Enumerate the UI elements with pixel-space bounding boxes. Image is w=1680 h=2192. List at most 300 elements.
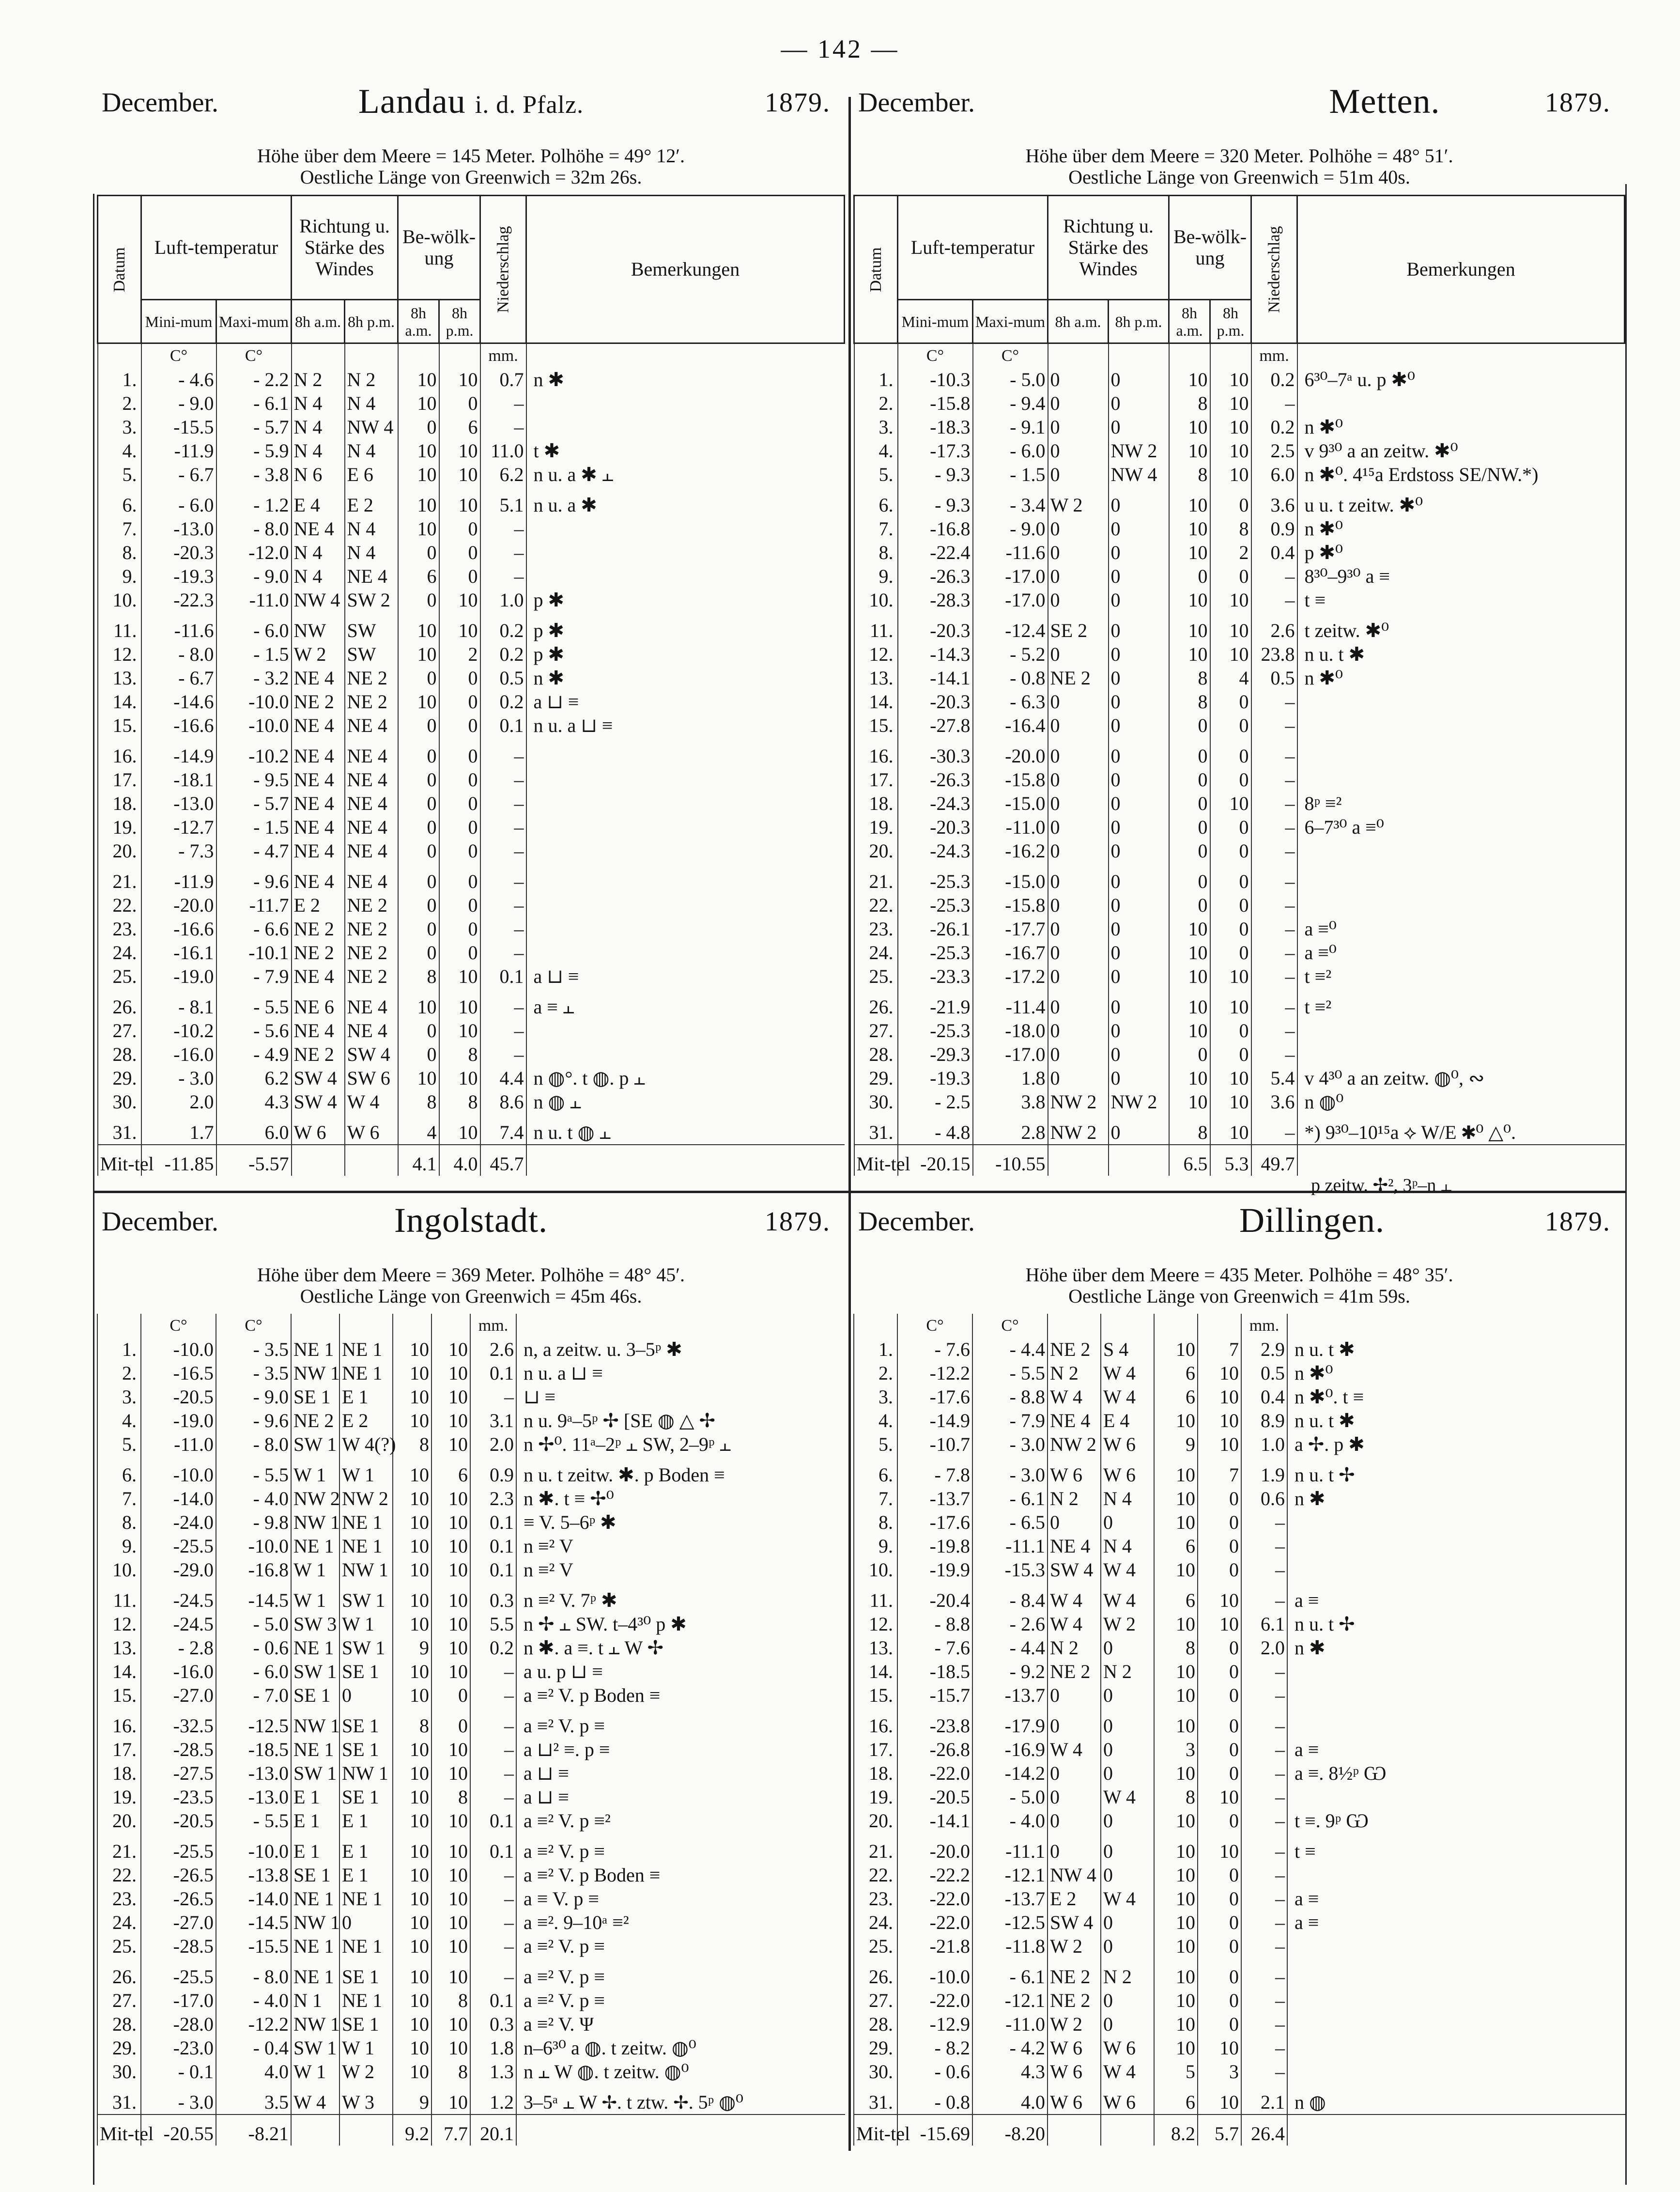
- min-temp-cell: -25.3: [898, 941, 973, 964]
- table-row: [97, 1887, 845, 1911]
- min-temp-cell: -25.5: [141, 1534, 216, 1558]
- wind-8pm-cell: 0: [1109, 1042, 1169, 1066]
- wind-8pm-cell: 0: [1109, 792, 1169, 815]
- wind-8am-cell: W 6: [1048, 2036, 1101, 2060]
- cloud-8pm-cell: 0: [1210, 893, 1251, 917]
- min-temp-cell: -13.7: [897, 1487, 972, 1510]
- wind-8am-cell: W 4: [1048, 1385, 1101, 1409]
- cloud-8pm-cell: 10: [1198, 1833, 1241, 1863]
- precipitation-cell: –: [1251, 839, 1297, 863]
- cloud-8pm-cell: 0: [439, 666, 480, 690]
- min-temp-cell: -17.6: [897, 1510, 972, 1534]
- wind-8am-cell: W 4: [291, 2083, 339, 2114]
- max-temp-cell: - 3.2: [216, 666, 292, 690]
- remarks-cell: n u. t ✱: [1287, 1409, 1625, 1432]
- wind-8pm-cell: NE 2: [345, 941, 398, 964]
- day-cell: 6.: [97, 1456, 141, 1487]
- precipitation-cell: 0.1: [470, 1558, 516, 1582]
- day-cell: 13.: [97, 1636, 141, 1660]
- precipitation-cell: 8.6: [480, 1090, 526, 1114]
- table-row: [98, 988, 845, 1019]
- cloud-8pm-cell: 10: [1210, 368, 1251, 391]
- cloud-8pm-cell: 10: [439, 612, 480, 642]
- precipitation-cell: –: [480, 541, 526, 564]
- table-row: [854, 2036, 1625, 2060]
- remarks-cell: [1287, 2036, 1625, 2060]
- cloud-8am-cell: 10: [393, 1612, 432, 1636]
- cloud-8pm-cell: 10: [432, 2083, 470, 2114]
- cloud-8pm-cell: 0: [439, 737, 480, 768]
- table-row: [854, 1582, 1625, 1612]
- min-temp-cell: -10.7: [897, 1432, 972, 1456]
- remarks-cell: ≡ V. 5–6ᵖ ✱: [516, 1510, 845, 1534]
- table-row: [854, 1019, 1625, 1042]
- unit-label: mm.: [470, 1314, 516, 1337]
- unit-spacer: [1287, 1314, 1625, 1337]
- table-row: [97, 1510, 845, 1534]
- unit-spacer: [854, 343, 898, 368]
- max-temp-cell: -10.0: [216, 1833, 291, 1863]
- mean-precipitation-cell: 45.7: [480, 1145, 526, 1176]
- day-cell: 29.: [98, 1066, 141, 1090]
- wind-8pm-cell: NE 4: [345, 564, 398, 588]
- wind-8pm-cell: 0: [1101, 1809, 1154, 1833]
- min-temp-cell: -13.0: [141, 792, 216, 815]
- wind-8am-cell: W 2: [292, 642, 345, 666]
- min-temp-cell: -25.5: [141, 1958, 216, 1989]
- remarks-cell: a ⊔ ≡: [516, 1761, 845, 1785]
- observation-table: [97, 1314, 845, 2145]
- wind-8pm-cell: 0: [1109, 988, 1169, 1019]
- cloud-8am-cell: 10: [393, 1958, 432, 1989]
- min-temp-cell: -20.5: [897, 1785, 972, 1809]
- cloud-8pm-cell: 10: [432, 1361, 470, 1385]
- cloud-8pm-cell: 0: [1198, 1707, 1241, 1738]
- remarks-cell: n ≡² V. 7ᵖ ✱: [516, 1582, 845, 1612]
- cloud-8am-cell: 0: [1169, 863, 1210, 893]
- table-row: [98, 917, 845, 941]
- remarks-cell: [526, 941, 845, 964]
- remarks-cell: n ✱. a ≡. t ⫠ W ✢: [516, 1636, 845, 1660]
- remarks-cell: p ✱⁰: [1297, 541, 1625, 564]
- table-row: [98, 1090, 845, 1114]
- min-temp-cell: -26.1: [898, 917, 973, 941]
- cloud-8pm-cell: 10: [432, 1487, 470, 1510]
- wind-8pm-cell: 0: [1101, 1989, 1154, 2012]
- cloud-8am-cell: 0: [398, 839, 439, 863]
- table-row: [97, 1809, 845, 1833]
- header-wind-8pm: 8h p.m.: [345, 300, 398, 343]
- cloud-8pm-cell: 10: [432, 1337, 470, 1361]
- wind-8pm-cell: N 4: [1101, 1487, 1154, 1510]
- cloud-8am-cell: 10: [393, 1337, 432, 1361]
- wind-8pm-cell: W 2: [339, 2060, 393, 2083]
- cloud-8am-cell: 0: [398, 714, 439, 737]
- footnote-continuation: p zeitw. ✢², 3ᵖ–n ⫠: [1311, 1175, 1452, 1196]
- cloud-8am-cell: 6: [1154, 1582, 1198, 1612]
- cloud-8am-cell: 10: [1169, 612, 1210, 642]
- wind-8pm-cell: 0: [339, 1911, 393, 1934]
- wind-8am-cell: NE 2: [292, 917, 345, 941]
- wind-8pm-cell: 0: [1109, 517, 1169, 541]
- day-cell: 8.: [98, 541, 141, 564]
- min-temp-cell: -11.9: [141, 439, 216, 463]
- wind-8pm-cell: NW 1: [339, 1558, 393, 1582]
- cloud-8am-cell: 10: [1154, 1337, 1198, 1361]
- wind-8am-cell: N 2: [1048, 1636, 1101, 1660]
- remarks-cell: [1287, 1510, 1625, 1534]
- remarks-cell: [1287, 1707, 1625, 1738]
- cloud-8pm-cell: 0: [439, 917, 480, 941]
- wind-8am-cell: NW 2: [1048, 1090, 1109, 1114]
- wind-8pm-cell: W 6: [1101, 2083, 1154, 2114]
- cloud-8am-cell: 10: [398, 391, 439, 415]
- wind-8pm-cell: NE 1: [339, 1510, 393, 1534]
- remarks-cell: ⊔ ≡: [516, 1385, 845, 1409]
- table-row: [854, 1409, 1625, 1432]
- station-name: Metten.: [1329, 82, 1440, 121]
- table-row: [97, 1487, 845, 1510]
- max-temp-cell: - 6.1: [972, 1958, 1048, 1989]
- cloud-8pm-cell: 0: [432, 1707, 470, 1738]
- wind-8am-cell: NE 4: [292, 714, 345, 737]
- wind-8pm-cell: E 1: [339, 1863, 393, 1887]
- day-cell: 29.: [854, 1066, 898, 1090]
- wind-8am-cell: NE 1: [291, 1534, 339, 1558]
- cloud-8pm-cell: 0: [439, 839, 480, 863]
- wind-8pm-cell: E 1: [339, 1833, 393, 1863]
- remarks-cell: [526, 541, 845, 564]
- cloud-8am-cell: 10: [393, 1456, 432, 1487]
- station-year: 1879.: [765, 1207, 831, 1237]
- remarks-cell: [526, 792, 845, 815]
- max-temp-cell: -13.7: [972, 1683, 1048, 1707]
- cloud-8am-cell: 10: [393, 1558, 432, 1582]
- cloud-8pm-cell: 8: [432, 2060, 470, 2083]
- mean-row: [854, 1145, 1625, 1176]
- remarks-cell: n u. t ✱: [1297, 642, 1625, 666]
- cloud-8am-cell: 10: [393, 1660, 432, 1683]
- day-cell: 25.: [854, 964, 898, 988]
- cloud-8pm-cell: 10: [439, 588, 480, 612]
- day-cell: 28.: [854, 1042, 898, 1066]
- cloud-8pm-cell: 10: [1210, 642, 1251, 666]
- remarks-cell: n ◍°. t ◍. p ⫠: [526, 1066, 845, 1090]
- wind-8pm-cell: 0: [1109, 690, 1169, 714]
- cloud-8pm-cell: 0: [439, 690, 480, 714]
- precipitation-cell: –: [1251, 588, 1297, 612]
- remarks-cell: [526, 863, 845, 893]
- cloud-8pm-cell: 10: [432, 1863, 470, 1887]
- min-temp-cell: -22.4: [898, 541, 973, 564]
- unit-spacer: [1101, 1314, 1154, 1337]
- min-temp-cell: - 2.8: [141, 1636, 216, 1660]
- min-temp-cell: -21.8: [897, 1934, 972, 1958]
- day-cell: 31.: [98, 1114, 141, 1145]
- cloud-8pm-cell: 10: [1198, 1409, 1241, 1432]
- cloud-8pm-cell: 10: [1198, 2036, 1241, 2060]
- cloud-8am-cell: 8: [393, 1432, 432, 1456]
- table-row: [854, 1707, 1625, 1738]
- remarks-cell: n ✱⁰: [1297, 517, 1625, 541]
- max-temp-cell: - 6.6: [216, 917, 292, 941]
- precipitation-cell: 1.2: [470, 2083, 516, 2114]
- wind-8pm-cell: W 1: [339, 2036, 393, 2060]
- cloud-8am-cell: 10: [393, 2060, 432, 2083]
- unit-spacer: [398, 343, 439, 368]
- wind-8am-cell: NW 1: [291, 1707, 339, 1738]
- cloud-8am-cell: 10: [1154, 1660, 1198, 1683]
- mean-spacer: [339, 2114, 393, 2145]
- cloud-8pm-cell: 0: [432, 1683, 470, 1707]
- day-cell: 28.: [854, 2012, 897, 2036]
- min-temp-cell: -28.3: [898, 588, 973, 612]
- day-cell: 12.: [854, 1612, 897, 1636]
- max-temp-cell: - 5.5: [216, 1456, 291, 1487]
- cloud-8am-cell: 10: [393, 1534, 432, 1558]
- day-cell: 19.: [854, 1785, 897, 1809]
- cloud-8am-cell: 10: [1154, 1958, 1198, 1989]
- table-row: [97, 1863, 845, 1887]
- precipitation-cell: 0.5: [480, 666, 526, 690]
- wind-8am-cell: W 1: [291, 1558, 339, 1582]
- precipitation-cell: –: [1241, 1582, 1287, 1612]
- min-temp-cell: - 4.8: [898, 1114, 973, 1145]
- max-temp-cell: - 1.5: [216, 642, 292, 666]
- wind-8am-cell: 0: [1048, 391, 1109, 415]
- precipitation-cell: –: [1241, 1558, 1287, 1582]
- wind-8am-cell: NE 4: [292, 1019, 345, 1042]
- max-temp-cell: - 6.0: [216, 1660, 291, 1683]
- mean-row: [98, 1145, 845, 1176]
- max-temp-cell: - 8.0: [216, 1958, 291, 1989]
- cloud-8pm-cell: 0: [1198, 1989, 1241, 2012]
- wind-8pm-cell: 0: [1101, 2012, 1154, 2036]
- precipitation-cell: –: [1251, 1042, 1297, 1066]
- table-row: [97, 1911, 845, 1934]
- day-cell: 1.: [854, 1337, 897, 1361]
- table-row: [854, 1487, 1625, 1510]
- min-temp-cell: -25.3: [898, 893, 973, 917]
- max-temp-cell: -15.0: [973, 792, 1048, 815]
- max-temp-cell: -10.0: [216, 1534, 291, 1558]
- max-temp-cell: - 5.7: [216, 415, 292, 439]
- cloud-8pm-cell: 0: [1210, 863, 1251, 893]
- table-row: [97, 2012, 845, 2036]
- table-row: [854, 737, 1625, 768]
- precipitation-cell: –: [470, 1707, 516, 1738]
- cloud-8pm-cell: 4: [1210, 666, 1251, 690]
- mean-spacer: [1048, 1145, 1109, 1176]
- table-row: [854, 642, 1625, 666]
- table-row: [98, 541, 845, 564]
- cloud-8pm-cell: 0: [1198, 1809, 1241, 1833]
- cloud-8am-cell: 0: [398, 815, 439, 839]
- max-temp-cell: - 7.9: [972, 1409, 1048, 1432]
- day-cell: 23.: [854, 1887, 897, 1911]
- remarks-cell: [1297, 714, 1625, 737]
- mean-precipitation-cell: 49.7: [1251, 1145, 1297, 1176]
- cloud-8am-cell: 10: [1169, 517, 1210, 541]
- cloud-8am-cell: 0: [1169, 714, 1210, 737]
- max-temp-cell: - 9.4: [973, 391, 1048, 415]
- precipitation-cell: 0.1: [480, 964, 526, 988]
- wind-8pm-cell: 0: [1109, 714, 1169, 737]
- table-row: [854, 1660, 1625, 1683]
- station-longitude-line: Oestliche Länge von Greenwich = 32m 26s.: [300, 166, 642, 188]
- max-temp-cell: - 9.6: [216, 863, 292, 893]
- table-row: [854, 391, 1625, 415]
- table-row: [98, 666, 845, 690]
- mean-max-cell: -8.20: [972, 2114, 1048, 2145]
- precipitation-cell: –: [1251, 917, 1297, 941]
- precipitation-cell: –: [1251, 564, 1297, 588]
- cloud-8am-cell: 0: [1169, 737, 1210, 768]
- max-temp-cell: -11.0: [972, 2012, 1048, 2036]
- remarks-cell: p ✱: [526, 588, 845, 612]
- precipitation-cell: –: [1241, 1785, 1287, 1809]
- day-cell: 12.: [854, 642, 898, 666]
- cloud-8pm-cell: 0: [1198, 1510, 1241, 1534]
- cloud-8am-cell: 10: [393, 2036, 432, 2060]
- table-row: [97, 2083, 845, 2114]
- cloud-8pm-cell: 0: [1210, 917, 1251, 941]
- precipitation-cell: 0.4: [1241, 1385, 1287, 1409]
- min-temp-cell: - 0.6: [897, 2060, 972, 2083]
- precipitation-cell: –: [1241, 1958, 1287, 1989]
- max-temp-cell: - 4.9: [216, 1042, 292, 1066]
- wind-8am-cell: NE 2: [292, 1042, 345, 1066]
- cloud-8am-cell: 10: [398, 1066, 439, 1090]
- wind-8am-cell: NE 4: [292, 863, 345, 893]
- wind-8pm-cell: W 1: [339, 1612, 393, 1636]
- wind-8am-cell: NE 4: [1048, 1409, 1101, 1432]
- day-cell: 15.: [98, 714, 141, 737]
- cloud-8am-cell: 10: [1154, 1487, 1198, 1510]
- cloud-8pm-cell: 10: [1198, 1612, 1241, 1636]
- cloud-8pm-cell: 0: [439, 893, 480, 917]
- precipitation-cell: 2.3: [470, 1487, 516, 1510]
- max-temp-cell: -14.0: [216, 1887, 291, 1911]
- precipitation-cell: –: [1251, 988, 1297, 1019]
- station-year: 1879.: [765, 88, 831, 118]
- min-temp-cell: -11.6: [141, 612, 216, 642]
- precipitation-cell: –: [1241, 1809, 1287, 1833]
- remarks-cell: a ≡² V. Ψ: [516, 2012, 845, 2036]
- min-temp-cell: -26.3: [898, 768, 973, 792]
- day-cell: 18.: [98, 792, 141, 815]
- wind-8pm-cell: 0: [1109, 768, 1169, 792]
- cloud-8am-cell: 10: [393, 1809, 432, 1833]
- wind-8am-cell: N 4: [292, 415, 345, 439]
- wind-8pm-cell: SW 4: [345, 1042, 398, 1066]
- wind-8am-cell: 0: [1048, 690, 1109, 714]
- cloud-8am-cell: 10: [398, 612, 439, 642]
- precipitation-cell: –: [480, 415, 526, 439]
- wind-8am-cell: W 6: [292, 1114, 345, 1145]
- wind-8pm-cell: 0: [1101, 1911, 1154, 1934]
- table-row: [854, 1809, 1625, 1833]
- wind-8am-cell: NE 2: [1048, 666, 1109, 690]
- max-temp-cell: -11.6: [973, 541, 1048, 564]
- wind-8pm-cell: 0: [1109, 541, 1169, 564]
- wind-8am-cell: 0: [1048, 893, 1109, 917]
- remarks-cell: [1287, 1989, 1625, 2012]
- remarks-cell: [1297, 768, 1625, 792]
- cloud-8am-cell: 10: [1169, 368, 1210, 391]
- remarks-cell: n ✱: [526, 368, 845, 391]
- cloud-8am-cell: 8: [1169, 463, 1210, 486]
- wind-8pm-cell: 0: [1109, 737, 1169, 768]
- station-altitude-line: Höhe über dem Meere = 145 Meter. Polhöhe = 49° 12′.: [257, 145, 685, 167]
- precipitation-cell: 0.2: [1251, 415, 1297, 439]
- cloud-8pm-cell: 10: [432, 1660, 470, 1683]
- max-temp-cell: - 1.5: [973, 463, 1048, 486]
- precipitation-cell: –: [1251, 737, 1297, 768]
- max-temp-cell: - 1.5: [216, 815, 292, 839]
- cloud-8pm-cell: 6: [432, 1456, 470, 1487]
- day-cell: 29.: [97, 2036, 141, 2060]
- precipitation-cell: –: [480, 768, 526, 792]
- min-temp-cell: -32.5: [141, 1707, 216, 1738]
- remarks-cell: n ✱: [1287, 1487, 1625, 1510]
- cloud-8pm-cell: 10: [432, 1934, 470, 1958]
- min-temp-cell: - 0.8: [897, 2083, 972, 2114]
- wind-8am-cell: NE 2: [292, 941, 345, 964]
- max-temp-cell: -16.7: [973, 941, 1048, 964]
- max-temp-cell: - 9.8: [216, 1510, 291, 1534]
- wind-8am-cell: NE 1: [291, 1958, 339, 1989]
- wind-8am-cell: 0: [1048, 1809, 1101, 1833]
- cloud-8pm-cell: 10: [1210, 588, 1251, 612]
- mean-spacer: [516, 2114, 845, 2145]
- unit-spacer: [291, 1314, 339, 1337]
- min-temp-cell: -21.9: [898, 988, 973, 1019]
- max-temp-cell: - 0.4: [216, 2036, 291, 2060]
- cloud-8am-cell: 10: [398, 517, 439, 541]
- cloud-8am-cell: 10: [1169, 988, 1210, 1019]
- max-temp-cell: - 5.0: [972, 1785, 1048, 1809]
- table-row: [854, 792, 1625, 815]
- cloud-8pm-cell: 0: [1210, 839, 1251, 863]
- day-cell: 11.: [97, 1582, 141, 1612]
- table-row: [98, 815, 845, 839]
- cloud-8am-cell: 10: [1154, 1456, 1198, 1487]
- wind-8am-cell: W 4: [1048, 1582, 1101, 1612]
- min-temp-cell: -19.0: [141, 1409, 216, 1432]
- max-temp-cell: - 4.7: [216, 839, 292, 863]
- cloud-8pm-cell: 10: [1210, 964, 1251, 988]
- table-row: [854, 1510, 1625, 1534]
- day-cell: 17.: [98, 768, 141, 792]
- day-cell: 14.: [97, 1660, 141, 1683]
- header-precipitation: Niederschlag: [1251, 196, 1297, 343]
- precipitation-cell: –: [480, 917, 526, 941]
- wind-8pm-cell: NE 1: [339, 1361, 393, 1385]
- day-cell: 2.: [854, 391, 898, 415]
- min-temp-cell: -30.3: [898, 737, 973, 768]
- remarks-cell: n u. t ✢: [1287, 1456, 1625, 1487]
- remarks-cell: [1287, 1683, 1625, 1707]
- wind-8am-cell: W 2: [1048, 1934, 1101, 1958]
- precipitation-cell: –: [470, 1934, 516, 1958]
- remarks-cell: 8³⁰–9³⁰ a ≡: [1297, 564, 1625, 588]
- cloud-8am-cell: 10: [1169, 541, 1210, 564]
- cloud-8am-cell: 10: [1169, 486, 1210, 517]
- min-temp-cell: - 3.0: [141, 2083, 216, 2114]
- min-temp-cell: -14.1: [898, 666, 973, 690]
- mean-spacer: [526, 1145, 845, 1176]
